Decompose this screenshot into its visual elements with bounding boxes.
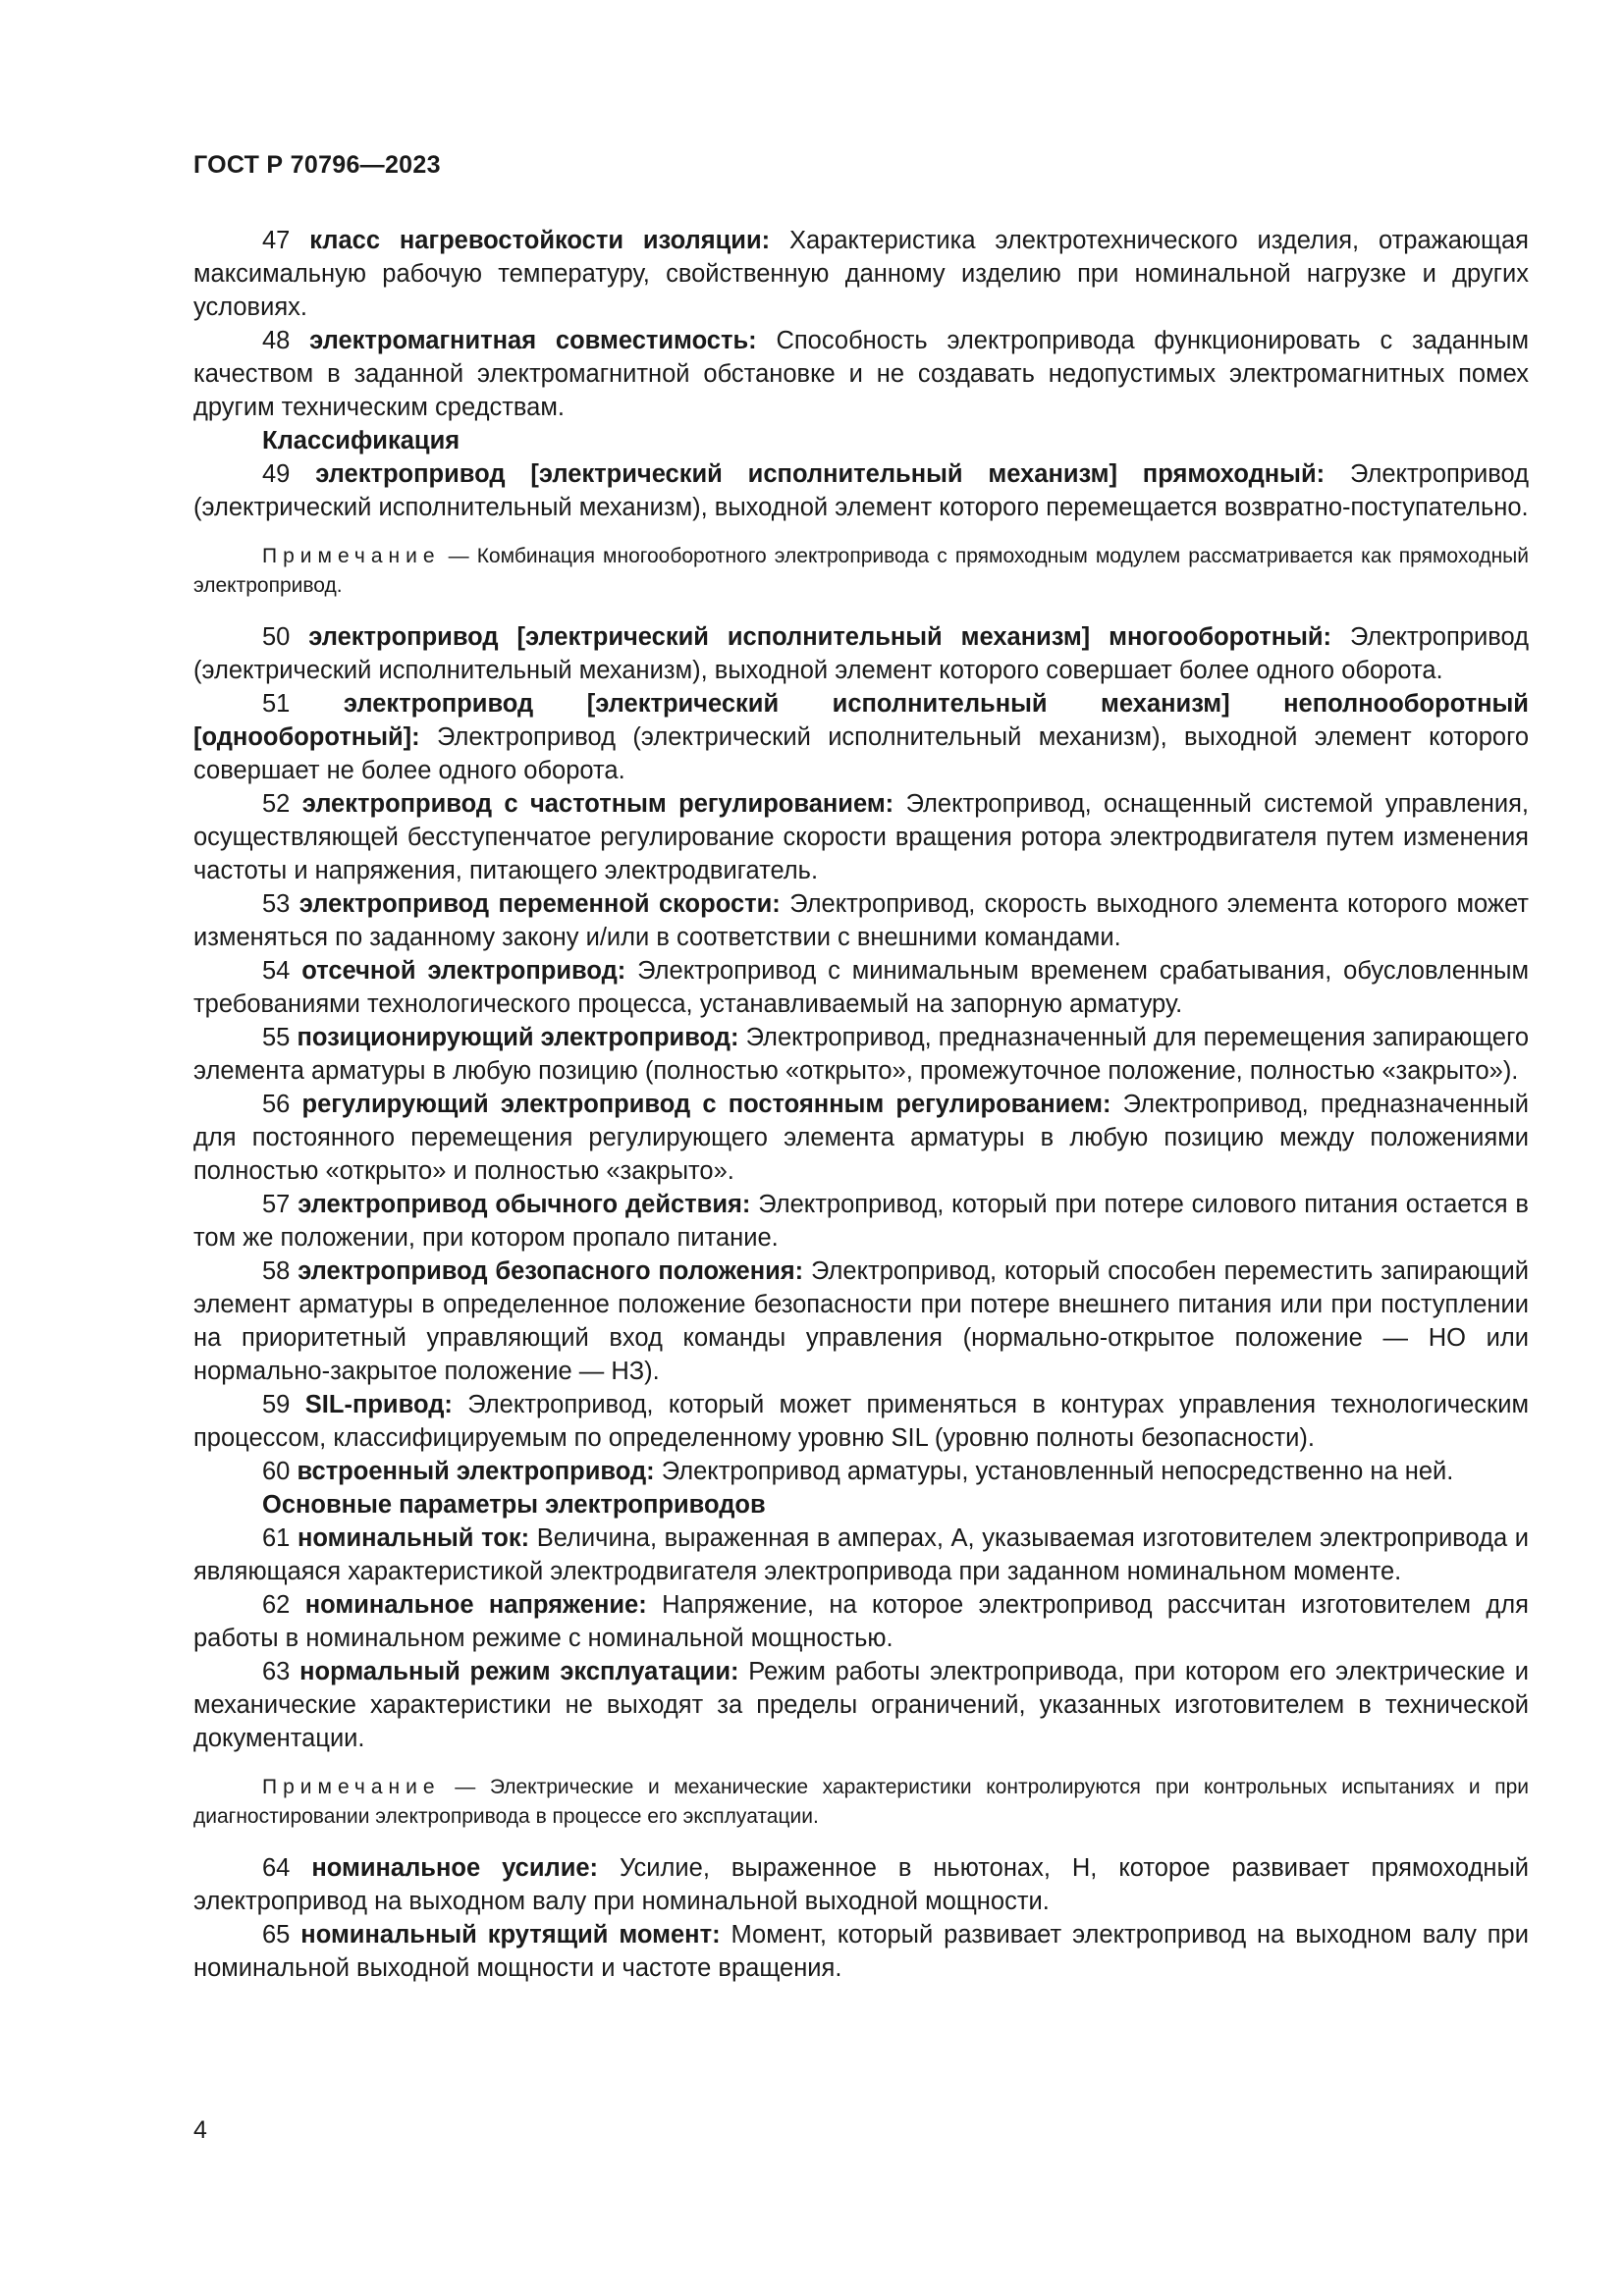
subheading-main-parameters: Основные параметры электроприводов — [262, 1491, 766, 1519]
term-56: 56 регулирующий электропривод с постоянным регулированием: Электропривод, предназначенный для постоянного перемещения регулирующего элемента арматуры в любую позицию между положениями полностью «открыто» и полностью «закрыто». — [193, 1091, 1529, 1185]
term-63: 63 нормальный режим эксплуатации: Режим работы электропривода, при котором его электрические и механические характеристики не выходят за пределы ограничений, указанных изготовителем в технической документации. — [193, 1658, 1530, 1752]
document-body — [193, 224, 1529, 1985]
note-2: Примечание — Электрические и механические характеристики контролируются при контрольных испытаниях и при диагностировании электропривода в процессе его эксплуатации. — [193, 1776, 1529, 1828]
term-53: 53 электропривод переменной скорости: Электропривод, скорость выходного элемента которого может изменяться по заданному закону и/или в соответствии с внешними командами. — [193, 890, 1529, 951]
subheading-classification: Классификация — [262, 427, 460, 454]
term-64: 64 номинальное усилие: Усилие, выраженное в ньютонах, Н, которое развивает прямоходный электропривод на выходном валу при номинальной выходной мощности. — [193, 1854, 1530, 1915]
term-55: 55 позиционирующий электропривод: Электропривод, предназначенный для перемещения запирающего элемента арматуры в любую позицию (полностью «открыто», промежуточное положение, полностью «закрыто»). — [193, 1024, 1530, 1085]
term-59: 59 SIL-привод: Электропривод, который может применяться в контурах управления технологическим процессом, классифицируемым по определенному уровню SIL (уровню полноты безопасности). — [193, 1391, 1529, 1452]
term-49: 49 электропривод [электрический исполнительный механизм] прямоходный: Электропривод (электрический исполнительный механизм), выходной элемент которого перемещается возвратно-поступательно. — [193, 460, 1530, 521]
term-54: 54 отсечной электропривод: Электропривод с минимальным временем срабатывания, обусловленным требованиями технологического процесса, устанавливаемый на запорную арматуру. — [193, 957, 1530, 1018]
term-51: 51 электропривод [электрический исполнительный механизм] неполнооборотный [однооборотный]: Электропривод (электрический исполнительный механизм), выходной элемент которого совершает не более одного оборота. — [193, 690, 1529, 784]
note-1: Примечание — Комбинация многооборотного электропривода с прямоходным модулем рассматривается как прямоходный электропривод. — [193, 545, 1529, 597]
term-62: 62 номинальное напряжение: Напряжение, на которое электропривод рассчитан изготовителем для работы в номинальном режиме с номинальной мощностью. — [193, 1591, 1529, 1652]
term-65: 65 номинальный крутящий момент: Момент, который развивает электропривод на выходном валу при номинальной выходной мощности и частоте вращения. — [193, 1921, 1529, 1982]
term-58: 58 электропривод безопасного положения: Электропривод, который способен переместить запирающий элемент арматуры в определенное положение безопасности при потере внешнего питания или при поступлении на приоритетный управляющий вход команды управления (нормально-открытое положение — НО или нормально-закрытое положение — НЗ). — [193, 1257, 1529, 1385]
term-60: 60 встроенный электропривод: Электропривод арматуры, установленный непосредственно на ней. — [262, 1458, 1454, 1485]
term-50: 50 электропривод [электрический исполнительный механизм] многооборотный: Электропривод (электрический исполнительный механизм), выходной элемент которого совершает более одного оборота. — [193, 623, 1529, 684]
document-header: ГОСТ Р 70796—2023 — [193, 151, 441, 179]
term-48: 48 электромагнитная совместимость: Способность электропривода функционировать с заданным качеством в заданной электромагнитной обстановке и не создавать недопустимых электромагнитных помех другим техническим средствам. — [193, 327, 1529, 421]
term-61: 61 номинальный ток: Величина, выраженная в амперах, А, указываемая изготовителем электропривода и являющаяся характеристикой электродвигателя электропривода при заданном номинальном моменте. — [193, 1524, 1529, 1585]
term-57: 57 электропривод обычного действия: Электропривод, который при потере силового питания остается в том же положении, при котором пропало питание. — [193, 1191, 1529, 1252]
page-number: 4 — [193, 2116, 207, 2144]
term-47: 47 класс нагревостойкости изоляции: Характеристика электротехнического изделия, отражающая максимальную рабочую температуру, свойственную данному изделию при номинальной нагрузке и других условиях. — [193, 227, 1529, 321]
term-52: 52 электропривод с частотным регулированием: Электропривод, оснащенный системой управления, осуществляющей бесступенчатое регулирование скорости вращения ротора электродвигателя путем изменения частоты и напряжения, питающего электродвигатель. — [193, 790, 1530, 884]
